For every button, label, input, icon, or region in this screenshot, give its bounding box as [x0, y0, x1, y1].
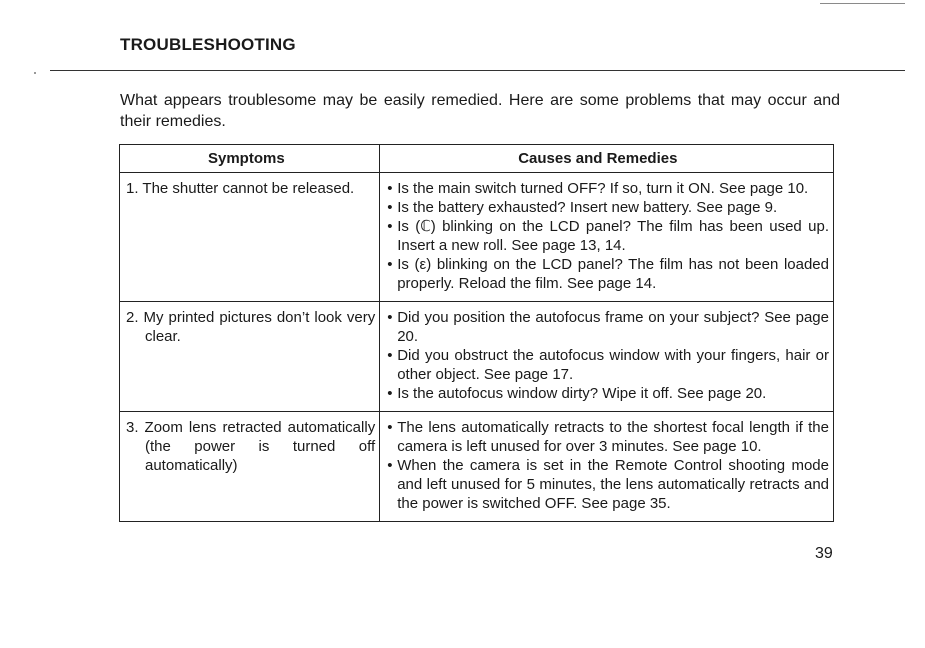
remedy-item: • Is the battery exhausted? Insert new battery. See page 9. — [383, 198, 829, 217]
causes-header-label: Causes and Remedies — [518, 150, 678, 167]
symptoms-header — [120, 145, 380, 173]
symptoms-header-label: Symptoms — [208, 150, 285, 167]
table-row — [120, 412, 834, 522]
remedy-item: • Is (ε) blinking on the LCD panel? The film has not been loaded properly. Reload the film. See page 14. — [383, 255, 829, 293]
remedy-item: • The lens automatically retracts to the shortest focal length if the camera is left unused for over 3 minutes. See page 10. — [383, 418, 829, 456]
remedy-item: • Is the main switch turned OFF? If so, turn it ON. See page 10. — [383, 179, 829, 198]
page-number: 39 — [815, 545, 833, 562]
top-right-rule — [820, 3, 905, 4]
remedy-item: • Did you position the autofocus frame on your subject? See page 20. — [383, 308, 829, 346]
symptom-cell — [120, 412, 380, 522]
title-divider — [50, 70, 905, 71]
remedy-item: • Is the autofocus window dirty? Wipe it off. See page 20. — [383, 384, 829, 403]
troubleshooting-table — [119, 144, 834, 522]
causes-header — [380, 145, 834, 173]
intro-paragraph: What appears troublesome may be easily remedied. Here are some problems that may occur and their remedies. — [120, 92, 840, 130]
remedy-item: • Is (ℂ) blinking on the LCD panel? The film has been used up. Insert a new roll. See page 13, 14. — [383, 217, 829, 255]
table-row — [120, 302, 834, 412]
table-header-row — [120, 145, 834, 173]
symptom-cell — [120, 173, 380, 302]
symptom-cell — [120, 302, 380, 412]
symptom-text: 1. The shutter cannot be released. — [126, 180, 355, 197]
remedies-cell — [380, 302, 834, 412]
symptom-text: 2. My printed pictures don’t look very clear. — [126, 309, 376, 345]
remedy-item: • When the camera is set in the Remote Control shooting mode and left unused for 5 minutes, the lens automatically retracts and the power is switched OFF. See page 35. — [383, 456, 829, 513]
remedies-cell — [380, 173, 834, 302]
remedy-item: • Did you obstruct the autofocus window with your fingers, hair or other object. See page 17. — [383, 346, 829, 384]
remedies-cell — [380, 412, 834, 522]
margin-mark — [34, 72, 36, 74]
table-row — [120, 173, 834, 302]
symptom-text: 3. Zoom lens retracted automatically (the power is turned off automatically) — [126, 419, 376, 474]
page-title: TROUBLESHOOTING — [120, 35, 296, 54]
